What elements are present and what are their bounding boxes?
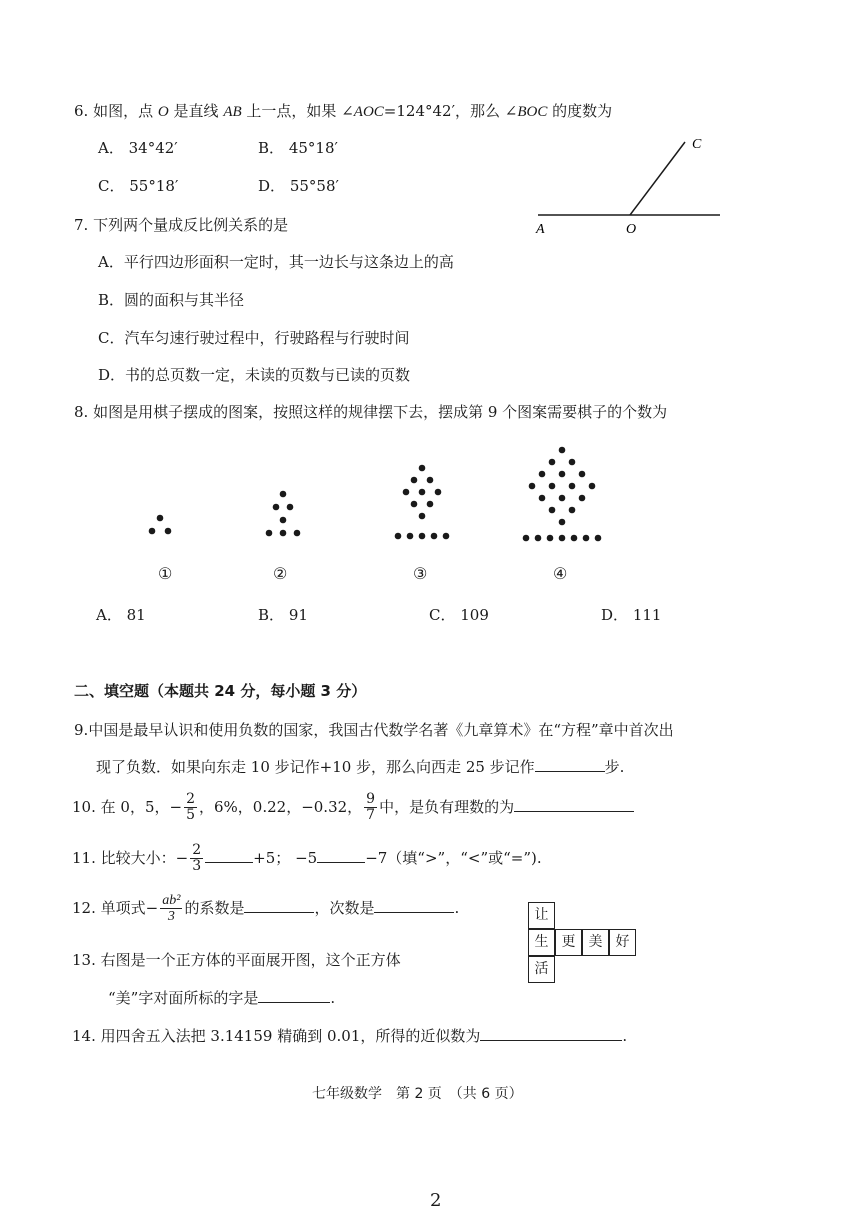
q12-answer-blank-2[interactable] [374, 898, 454, 913]
q9-answer-blank[interactable] [535, 757, 605, 772]
q6-option-a: A． 34°42′ [98, 139, 178, 157]
q7-option-d: D．书的总页数一定，未读的页数与已读的页数 [98, 366, 411, 384]
q6-number: 6. [74, 102, 89, 120]
q12-answer-blank-1[interactable] [244, 898, 314, 913]
q6-angle-aoc: ∠AOC [341, 104, 384, 120]
net-cell-huo: 活 [528, 956, 555, 983]
q12: 12. 单项式− $\frac{\text{ab²}}{3}$ 的系数是 ，次数是 . [72, 893, 460, 925]
dot [157, 515, 164, 522]
q11: 11. 比较大小：− $\frac{2}{3}$ +5； −5 −7（填“>”，“<”或“=”). [72, 842, 542, 875]
q14-number: 14. [72, 1027, 96, 1045]
q10-answer-blank[interactable] [514, 797, 634, 812]
q8-figure-label-1: ① [158, 564, 173, 583]
q10-fraction-2: $\frac{9}{7}$ [366, 791, 376, 824]
q11-number: 11. [72, 848, 96, 867]
q8-figure-label-2: ② [273, 564, 288, 583]
q6-option-d: D． 55°58′ [258, 177, 339, 195]
pattern-1 [149, 515, 172, 535]
q13-line2: “美”字对面所标的字是 . [108, 989, 336, 1007]
pattern-4 [523, 447, 602, 542]
q12-fraction: $\frac{\text{ab²}}{3}$ [162, 893, 181, 925]
q8-option-c: C． 109 [429, 606, 489, 624]
q6-angle-boc: ∠BOC [504, 104, 548, 120]
q6-text-a: 如图，点 [93, 102, 154, 120]
net-cell-rang: 让 [528, 902, 555, 929]
pattern-3 [395, 465, 450, 540]
q7-stem [74, 214, 288, 235]
q9-line2: 现了负数．如果向东走 10 步记作+10 步，那么向西走 25 步记作 步. [96, 758, 625, 776]
q9-number: 9. [74, 721, 89, 739]
pattern-2 [266, 491, 301, 537]
section-2-title: 二、填空题（本题共 24 分，每小题 3 分） [74, 682, 367, 700]
label-c: C [692, 137, 702, 152]
q8-option-b: B． 91 [258, 606, 308, 624]
q6-stem [74, 100, 612, 121]
q6-text-c: 上一点，如果 [246, 102, 337, 120]
net-cell-geng: 更 [555, 929, 582, 956]
label-a: A [536, 222, 545, 237]
q6-line-ab: AB [223, 104, 242, 120]
ray-oc [630, 142, 685, 215]
page-footer: 七年级数学 第 2 页 （共 6 页） [312, 1086, 523, 1102]
q7-option-a: A．平行四边形面积一定时，其一边长与这条边上的高 [98, 253, 454, 271]
q6-option-b: B． 45°18′ [258, 139, 338, 157]
q11-answer-blank-2[interactable] [317, 848, 365, 863]
page-number: 2 [430, 1190, 442, 1211]
net-cell-sheng: 生 [528, 929, 555, 956]
q9-line1 [74, 719, 674, 740]
q6-point-o: O [157, 104, 169, 120]
q6-text-d: 的度数为 [552, 102, 613, 120]
q8-option-a: A． 81 [96, 606, 146, 624]
q10-fraction-1: $\frac{2}{5}$ [186, 791, 195, 824]
q8-stem-text: 如图是用棋子摆成的图案，按照这样的规律摆下去，摆成第 9 个图案需要棋子的个数为 [93, 403, 668, 421]
q7-number: 7. [74, 216, 89, 234]
q12-number: 12. [72, 898, 96, 917]
q13-line1: 13. 右图是一个正方体的平面展开图，这个正方体 [72, 951, 401, 969]
q14-answer-blank[interactable] [480, 1026, 622, 1041]
q8-stem [74, 401, 667, 422]
q10-number: 10. [72, 797, 96, 816]
q8-dot-patterns [130, 440, 610, 555]
q7-option-b: B．圆的面积与其半径 [98, 291, 245, 309]
q6-eq: =124°42′，那么 [383, 102, 500, 120]
q6-angle-figure [530, 130, 730, 240]
q6-option-c: C． 55°18′ [98, 177, 179, 195]
q9-line1-text: 中国是最早认识和使用负数的国家，我国古代数学名著《九章算术》在“方程”章中首次出 [88, 721, 674, 739]
q11-answer-blank-1[interactable] [205, 848, 253, 863]
q7-option-c: C．汽车匀速行驶过程中，行驶路程与行驶时间 [98, 329, 410, 347]
dot [165, 528, 172, 535]
q8-figure-label-4: ④ [553, 564, 568, 583]
q8-option-d: D． 111 [601, 606, 662, 624]
q8-figure-label-3: ③ [413, 564, 428, 583]
q8-number: 8. [74, 403, 89, 421]
q7-stem-text: 下列两个量成反比例关系的是 [93, 216, 289, 234]
label-o: O [626, 222, 637, 237]
net-cell-mei: 美 [582, 929, 609, 956]
q10: 10. 在 0，5，− $\frac{2}{5}$ ，6%，0.22，−0.32， $\frac{9}{7}$ 中，是负有理数的为 [72, 792, 634, 824]
q14: 14. 用四舍五入法把 3.14159 精确到 0.01，所得的近似数为 . [72, 1027, 628, 1045]
net-cell-hao: 好 [609, 929, 636, 956]
q11-fraction: $\frac{2}{3}$ [192, 842, 202, 875]
dot [149, 528, 156, 535]
q13-number: 13. [72, 951, 96, 969]
q13-answer-blank[interactable] [258, 988, 330, 1003]
q6-text-b: 是直线 [173, 102, 219, 120]
